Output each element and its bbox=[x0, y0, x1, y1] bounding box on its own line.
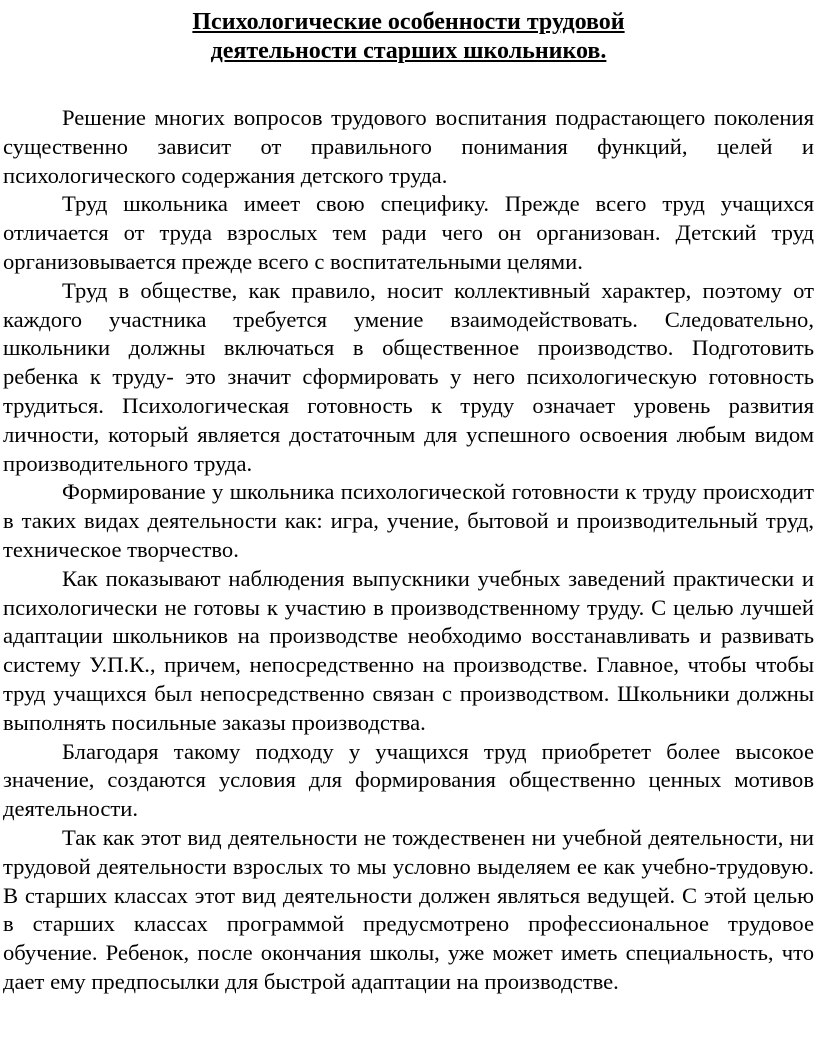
paragraph-7: Так как этот вид деятельности не тождественен ни учебной деятельности, ни трудовой деятельности взрослых то мы условно выделяем ее как учебно-трудовую. В старших классах этот вид деятельности должен являться ведущей. С этой целью в старших классах программой предусмотрено профессиональное трудовое обучение. Ребенок, после окончания школы, уже может иметь специальность, что дает ему предпосылки для быстрой адаптации на производстве. bbox=[3, 824, 814, 994]
paragraph-6: Благодаря такому подходу у учащихся труд приобретет более высокое значение, создаются условия для формирования общественно ценных мотивов деятельности. bbox=[3, 738, 814, 822]
paragraph-1: Решение многих вопросов трудового воспитания подрастающего поколения существенно зависит от правильного понимания функций, целей и психологического содержания детского труда. bbox=[3, 105, 814, 188]
paragraph-4: Формирование у школьника психологической готовности к труду происходит в таких видах деятельности как: игра, учение, бытовой и производительный труд, техническое творчество. bbox=[3, 479, 814, 562]
document-title bbox=[3, 8, 814, 66]
paragraph-3: Труд в обществе, как правило, носит коллективный характер, поэтому от каждого участника требуется умение взаимодействовать. Следовательно, школьники должны включаться в общественное производство. Подготовить ребенка к труду- это значит сформировать у него психологическую готовность трудиться. Психологическая готовность к труду означает уровень развития личности, который является достаточным для успешного освоения любым видом производительного труда. bbox=[3, 277, 814, 476]
paragraph-5: Как показывают наблюдения выпускники учебных заведений практически и психологически не готовы к участию в производственному труду. С целью лучшей адаптации школьников на производстве необходимо восстанавливать и развивать систему У.П.К., причем, непосредственно на производстве. Главное, чтобы чтобы труд учащихся был непосредственно связан с производством. Школьники должны выполнять посильные заказы производства. bbox=[3, 565, 814, 735]
paragraph-2: Труд школьника имеет свою специфику. Прежде всего труд учащихся отличается от труда взрослых тем ради чего он организован. Детский труд организовывается прежде всего с воспитательными целями. bbox=[3, 191, 814, 274]
document-body bbox=[3, 104, 814, 997]
title-line-1: Психологические особенности трудовой bbox=[192, 9, 625, 35]
title-line-2: деятельности старших школьников. bbox=[210, 38, 607, 64]
